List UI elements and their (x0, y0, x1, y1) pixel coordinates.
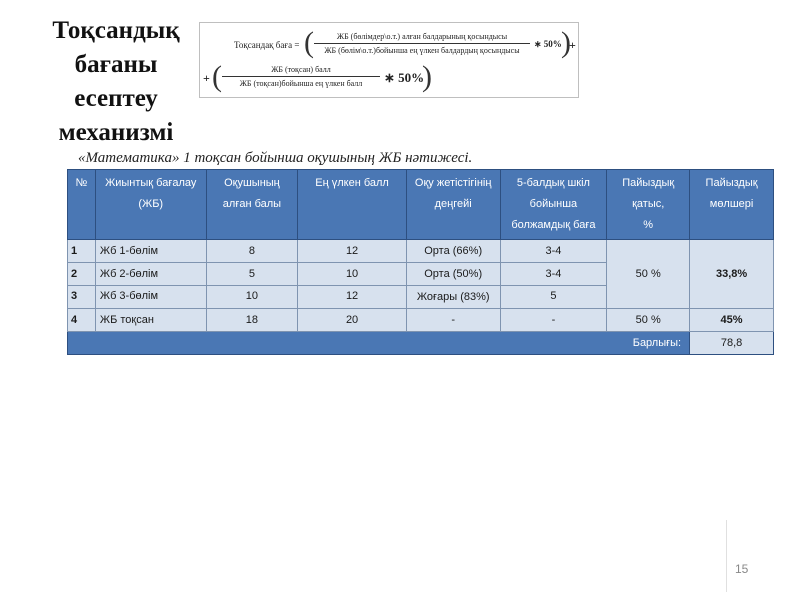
formula-fraction-2 (222, 64, 380, 89)
formula-plus-start: + (203, 71, 210, 85)
formula-fraction-2-numerator: ЖБ (тоқсан) балл (222, 64, 380, 77)
cell-num: 1 (68, 240, 96, 263)
cell-score: 10 (206, 286, 298, 309)
cell-sections-amount: 33,8% (690, 240, 774, 309)
header-score: Оқушының алған балы (206, 170, 298, 240)
cell-grade: 5 (500, 286, 607, 309)
cell-score: 8 (206, 240, 298, 263)
cell-share: 50 % (607, 309, 690, 332)
cell-level: - (406, 309, 500, 332)
cell-num: 4 (68, 309, 96, 332)
header-share (607, 170, 690, 240)
slide-title-line: есептеу (74, 85, 158, 112)
table-row (68, 240, 774, 263)
table-total-row (68, 332, 774, 355)
header-share-unit: % (643, 219, 654, 231)
cell-level: Орта (66%) (406, 240, 500, 263)
cell-num: 3 (68, 286, 96, 309)
table-row-quarter (68, 309, 774, 332)
header-share-label: Пайыздық қатыс, (622, 177, 675, 210)
cell-assessment: Жб 2-бөлім (95, 263, 206, 286)
cell-level: Жоғары (83%) (406, 286, 500, 309)
total-value: 78,8 (690, 332, 774, 355)
cell-amount: 45% (690, 309, 774, 332)
slide-title-line: бағаны (74, 51, 158, 78)
cell-num: 2 (68, 263, 96, 286)
formula-fraction-1-numerator: ЖБ (бөлімдер\о.т.) алған балдарының қосындысы (314, 31, 530, 44)
cell-grade: 3-4 (500, 263, 607, 286)
page-number: 15 (735, 562, 749, 576)
total-label: Барлығы: (68, 332, 690, 355)
formula-right-paren: ) (561, 26, 571, 59)
header-max: Ең үлкен балл (298, 170, 406, 240)
formula-multiplier-1: ∗ 50% (534, 39, 562, 49)
slide-title-line: Тоқсандық (52, 17, 180, 44)
cell-max: 10 (298, 263, 406, 286)
formula-row-1 (200, 26, 578, 63)
slide-title (40, 14, 192, 150)
cell-score: 5 (206, 263, 298, 286)
cell-sections-share: 50 % (607, 240, 690, 309)
header-num: № (68, 170, 96, 240)
formula-plus-end: + (569, 38, 576, 52)
formula-right-paren-2: ) (422, 60, 432, 93)
header-grade5: 5-балдық шкіл бойынша болжамдық баға (500, 170, 607, 240)
cell-level: Орта (50%) (406, 263, 500, 286)
header-assessment: Жиынтық бағалау (ЖБ) (95, 170, 206, 240)
table-header-row (68, 170, 774, 240)
formula-row-2 (200, 60, 578, 95)
formula-lhs: Тоқсандақ баға = (234, 40, 300, 50)
formula-fraction-1 (314, 31, 530, 56)
cell-max: 12 (298, 286, 406, 309)
results-table (67, 169, 774, 355)
formula-fraction-1-denominator: ЖБ (бөлім\о.т.)бойынша ең үлкен балдардың қосындысы (324, 46, 520, 55)
header-level: Оқу жетістігінің деңгейі (406, 170, 500, 240)
grade-formula (199, 22, 579, 98)
cell-grade: 3-4 (500, 240, 607, 263)
cell-assessment: ЖБ тоқсан (95, 309, 206, 332)
table-caption: «Математика» 1 тоқсан бойынша оқушының ЖБ нәтижесі. (78, 150, 473, 166)
formula-left-paren: ( (304, 26, 314, 59)
slide-title-line: механизмі (58, 119, 174, 146)
cell-assessment: Жб 1-бөлім (95, 240, 206, 263)
divider (726, 520, 727, 592)
formula-left-paren-2: ( (212, 60, 222, 93)
formula-fraction-2-denominator: ЖБ (тоқсан)бойынша ең үлкен балл (239, 79, 363, 88)
cell-assessment: Жб 3-бөлім (95, 286, 206, 309)
cell-score: 18 (206, 309, 298, 332)
header-amount: Пайыздық мөлшері (690, 170, 774, 240)
formula-multiplier-2: ∗ 50% (384, 70, 425, 85)
cell-grade: - (500, 309, 607, 332)
cell-max: 20 (298, 309, 406, 332)
cell-max: 12 (298, 240, 406, 263)
